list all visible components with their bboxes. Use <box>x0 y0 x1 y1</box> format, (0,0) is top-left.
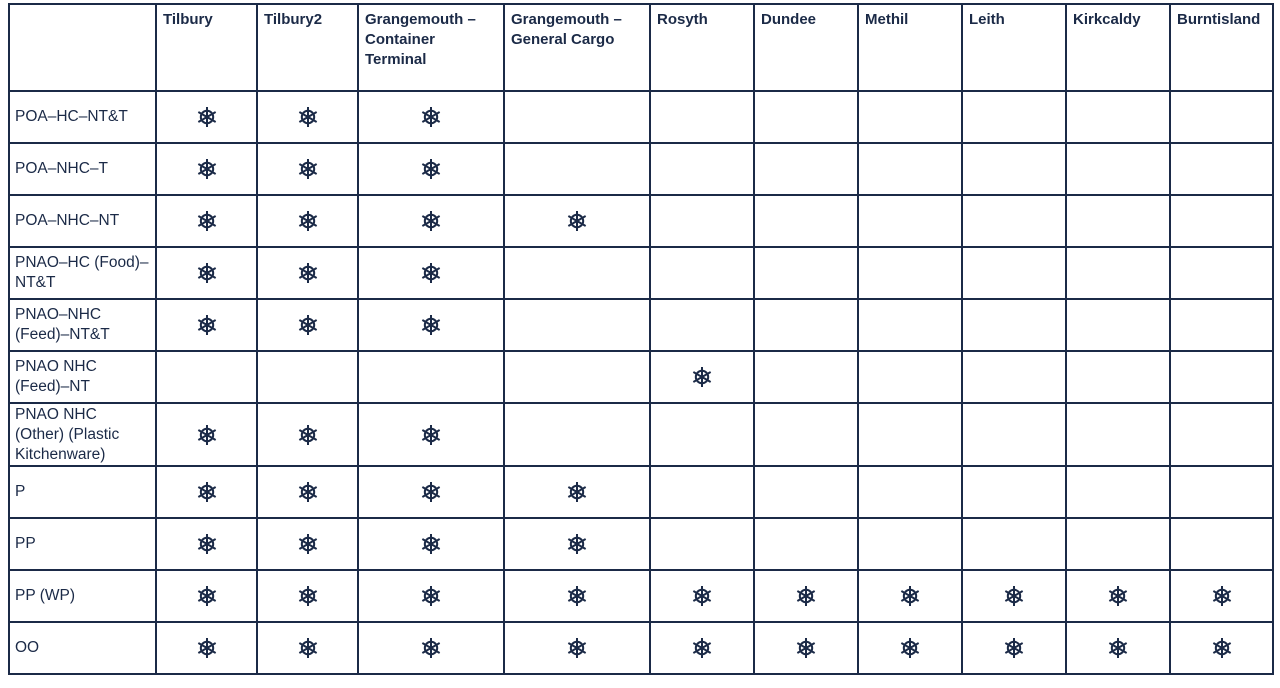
table-cell <box>1066 143 1170 195</box>
table-cell <box>858 195 962 247</box>
ship-wheel-icon <box>505 584 649 608</box>
table-cell <box>358 299 504 351</box>
row-label: P <box>9 466 156 518</box>
table-cell <box>858 247 962 299</box>
table-cell <box>754 91 858 143</box>
table-cell <box>257 91 358 143</box>
table-cell <box>156 299 257 351</box>
table-row <box>9 91 1273 143</box>
table-cell <box>358 518 504 570</box>
port-approval-table <box>8 3 1274 675</box>
ship-wheel-icon <box>157 532 256 556</box>
table-cell <box>962 195 1066 247</box>
ship-wheel-icon <box>359 209 503 233</box>
table-cell <box>1066 91 1170 143</box>
table-cell <box>1066 247 1170 299</box>
table-cell <box>257 570 358 622</box>
row-label: PNAO NHC (Other) (Plastic Kitchenware) <box>9 403 156 466</box>
table-cell <box>156 351 257 403</box>
table-cell <box>257 143 358 195</box>
table-cell <box>962 91 1066 143</box>
table-cell <box>858 622 962 674</box>
ship-wheel-icon <box>258 423 357 447</box>
table-cell <box>1066 351 1170 403</box>
table-cell <box>504 143 650 195</box>
table-cell <box>257 466 358 518</box>
ship-wheel-icon <box>505 209 649 233</box>
table-cell <box>962 351 1066 403</box>
table-cell <box>156 570 257 622</box>
table-cell <box>650 195 754 247</box>
ship-wheel-icon <box>505 532 649 556</box>
table-cell <box>858 466 962 518</box>
table-cell <box>858 91 962 143</box>
ship-wheel-icon <box>1171 584 1272 608</box>
table-cell <box>257 403 358 466</box>
table-cell <box>257 195 358 247</box>
table-cell <box>650 403 754 466</box>
table-cell <box>650 91 754 143</box>
table-cell <box>156 466 257 518</box>
ship-wheel-icon <box>963 584 1065 608</box>
table-cell <box>1066 299 1170 351</box>
table-cell <box>650 570 754 622</box>
ship-wheel-icon <box>157 313 256 337</box>
ship-wheel-icon <box>258 261 357 285</box>
table-cell <box>358 403 504 466</box>
table-cell <box>962 299 1066 351</box>
table-cell <box>962 403 1066 466</box>
ship-wheel-icon <box>157 423 256 447</box>
row-label: PP (WP) <box>9 570 156 622</box>
table-cell <box>650 518 754 570</box>
table-cell <box>1066 518 1170 570</box>
table-cell <box>1066 622 1170 674</box>
column-header: Burntisland <box>1170 4 1273 91</box>
table-cell <box>754 143 858 195</box>
ship-wheel-icon <box>359 261 503 285</box>
table-cell <box>858 351 962 403</box>
ship-wheel-icon <box>258 584 357 608</box>
table-cell <box>650 143 754 195</box>
row-label: POA–NHC–T <box>9 143 156 195</box>
ship-wheel-icon <box>157 261 256 285</box>
table-cell <box>257 247 358 299</box>
table-cell <box>650 247 754 299</box>
ship-wheel-icon <box>157 584 256 608</box>
table-cell <box>156 91 257 143</box>
ship-wheel-icon <box>505 636 649 660</box>
table-cell <box>650 622 754 674</box>
table-cell <box>358 195 504 247</box>
ship-wheel-icon <box>157 636 256 660</box>
table-cell <box>257 351 358 403</box>
table-cell <box>504 195 650 247</box>
table-row <box>9 466 1273 518</box>
table-cell <box>257 518 358 570</box>
row-label: POA–HC–NT&T <box>9 91 156 143</box>
row-label: PNAO NHC (Feed)–NT <box>9 351 156 403</box>
table-cell <box>257 622 358 674</box>
table-row <box>9 247 1273 299</box>
table-cell <box>156 622 257 674</box>
ship-wheel-icon <box>258 480 357 504</box>
table-row <box>9 351 1273 403</box>
ship-wheel-icon <box>1067 636 1169 660</box>
table-cell <box>754 403 858 466</box>
ship-wheel-icon <box>359 480 503 504</box>
column-header: Dundee <box>754 4 858 91</box>
table-cell <box>504 299 650 351</box>
table-cell <box>257 299 358 351</box>
ship-wheel-icon <box>359 423 503 447</box>
column-header: Rosyth <box>650 4 754 91</box>
column-header: Kirkcaldy <box>1066 4 1170 91</box>
ship-wheel-icon <box>258 532 357 556</box>
table-cell <box>504 466 650 518</box>
table-cell <box>962 466 1066 518</box>
ship-wheel-icon <box>859 584 961 608</box>
table-cell <box>1170 622 1273 674</box>
ship-wheel-icon <box>359 636 503 660</box>
ship-wheel-icon <box>963 636 1065 660</box>
table-cell <box>1066 570 1170 622</box>
table-cell <box>858 299 962 351</box>
header-row <box>9 4 1273 91</box>
table-cell <box>650 299 754 351</box>
ship-wheel-icon <box>359 313 503 337</box>
table-row <box>9 143 1273 195</box>
table-row <box>9 195 1273 247</box>
table-cell <box>156 403 257 466</box>
table-cell <box>962 570 1066 622</box>
ship-wheel-icon <box>359 157 503 181</box>
row-label: POA–NHC–NT <box>9 195 156 247</box>
table-cell <box>1170 518 1273 570</box>
ship-wheel-icon <box>258 157 357 181</box>
table-cell <box>754 247 858 299</box>
corner-cell <box>9 4 156 91</box>
column-header: Tilbury <box>156 4 257 91</box>
table-row <box>9 403 1273 466</box>
table-cell <box>504 518 650 570</box>
ship-wheel-icon <box>859 636 961 660</box>
ship-wheel-icon <box>157 209 256 233</box>
ship-wheel-icon <box>258 105 357 129</box>
ship-wheel-icon <box>258 636 357 660</box>
table-cell <box>650 351 754 403</box>
table-cell <box>858 403 962 466</box>
table-cell <box>1066 466 1170 518</box>
table-cell <box>754 570 858 622</box>
table-cell <box>962 622 1066 674</box>
table-cell <box>358 466 504 518</box>
ship-wheel-icon <box>258 313 357 337</box>
table-cell <box>754 518 858 570</box>
table-cell <box>504 622 650 674</box>
ship-wheel-icon <box>651 636 753 660</box>
table-cell <box>358 622 504 674</box>
table-cell <box>156 195 257 247</box>
table-cell <box>754 195 858 247</box>
table-cell <box>156 518 257 570</box>
column-header: Tilbury2 <box>257 4 358 91</box>
table-cell <box>156 247 257 299</box>
row-label: PNAO–NHC (Feed)–NT&T <box>9 299 156 351</box>
table-cell <box>156 143 257 195</box>
column-header: Grangemouth – Container Terminal <box>358 4 504 91</box>
table-cell <box>1170 195 1273 247</box>
table-cell <box>1170 466 1273 518</box>
row-label: PNAO–HC (Food)–NT&T <box>9 247 156 299</box>
table-cell <box>504 403 650 466</box>
ship-wheel-icon <box>505 480 649 504</box>
table-row <box>9 518 1273 570</box>
ship-wheel-icon <box>1067 584 1169 608</box>
table-cell <box>358 91 504 143</box>
ship-wheel-icon <box>651 365 753 389</box>
ship-wheel-icon <box>651 584 753 608</box>
ship-wheel-icon <box>359 532 503 556</box>
ship-wheel-icon <box>1171 636 1272 660</box>
table-cell <box>1170 403 1273 466</box>
table-cell <box>962 143 1066 195</box>
table-cell <box>1170 91 1273 143</box>
table-cell <box>754 299 858 351</box>
table-cell <box>1170 570 1273 622</box>
ship-wheel-icon <box>258 209 357 233</box>
ship-wheel-icon <box>157 157 256 181</box>
table-cell <box>1170 351 1273 403</box>
table-cell <box>754 351 858 403</box>
table-cell <box>858 570 962 622</box>
ship-wheel-icon <box>157 480 256 504</box>
ship-wheel-icon <box>157 105 256 129</box>
table-cell <box>504 570 650 622</box>
table-row <box>9 570 1273 622</box>
table-cell <box>962 247 1066 299</box>
table-cell <box>1170 143 1273 195</box>
ship-wheel-icon <box>359 105 503 129</box>
column-header: Methil <box>858 4 962 91</box>
table-cell <box>358 143 504 195</box>
table-cell <box>858 518 962 570</box>
table-cell <box>1066 403 1170 466</box>
table-cell <box>754 622 858 674</box>
table-row <box>9 299 1273 351</box>
table-body <box>9 91 1273 674</box>
table-cell <box>858 143 962 195</box>
row-label: OO <box>9 622 156 674</box>
ship-wheel-icon <box>755 636 857 660</box>
table-cell <box>1170 299 1273 351</box>
table-cell <box>358 247 504 299</box>
table-cell <box>1066 195 1170 247</box>
table-cell <box>504 91 650 143</box>
table-cell <box>754 466 858 518</box>
table-row <box>9 622 1273 674</box>
table-cell <box>358 570 504 622</box>
table-cell <box>650 466 754 518</box>
column-header: Grangemouth – General Cargo <box>504 4 650 91</box>
table-cell <box>358 351 504 403</box>
ship-wheel-icon <box>359 584 503 608</box>
table-cell <box>504 247 650 299</box>
ship-wheel-icon <box>755 584 857 608</box>
table-cell <box>504 351 650 403</box>
table-cell <box>1170 247 1273 299</box>
table-cell <box>962 518 1066 570</box>
column-header: Leith <box>962 4 1066 91</box>
row-label: PP <box>9 518 156 570</box>
